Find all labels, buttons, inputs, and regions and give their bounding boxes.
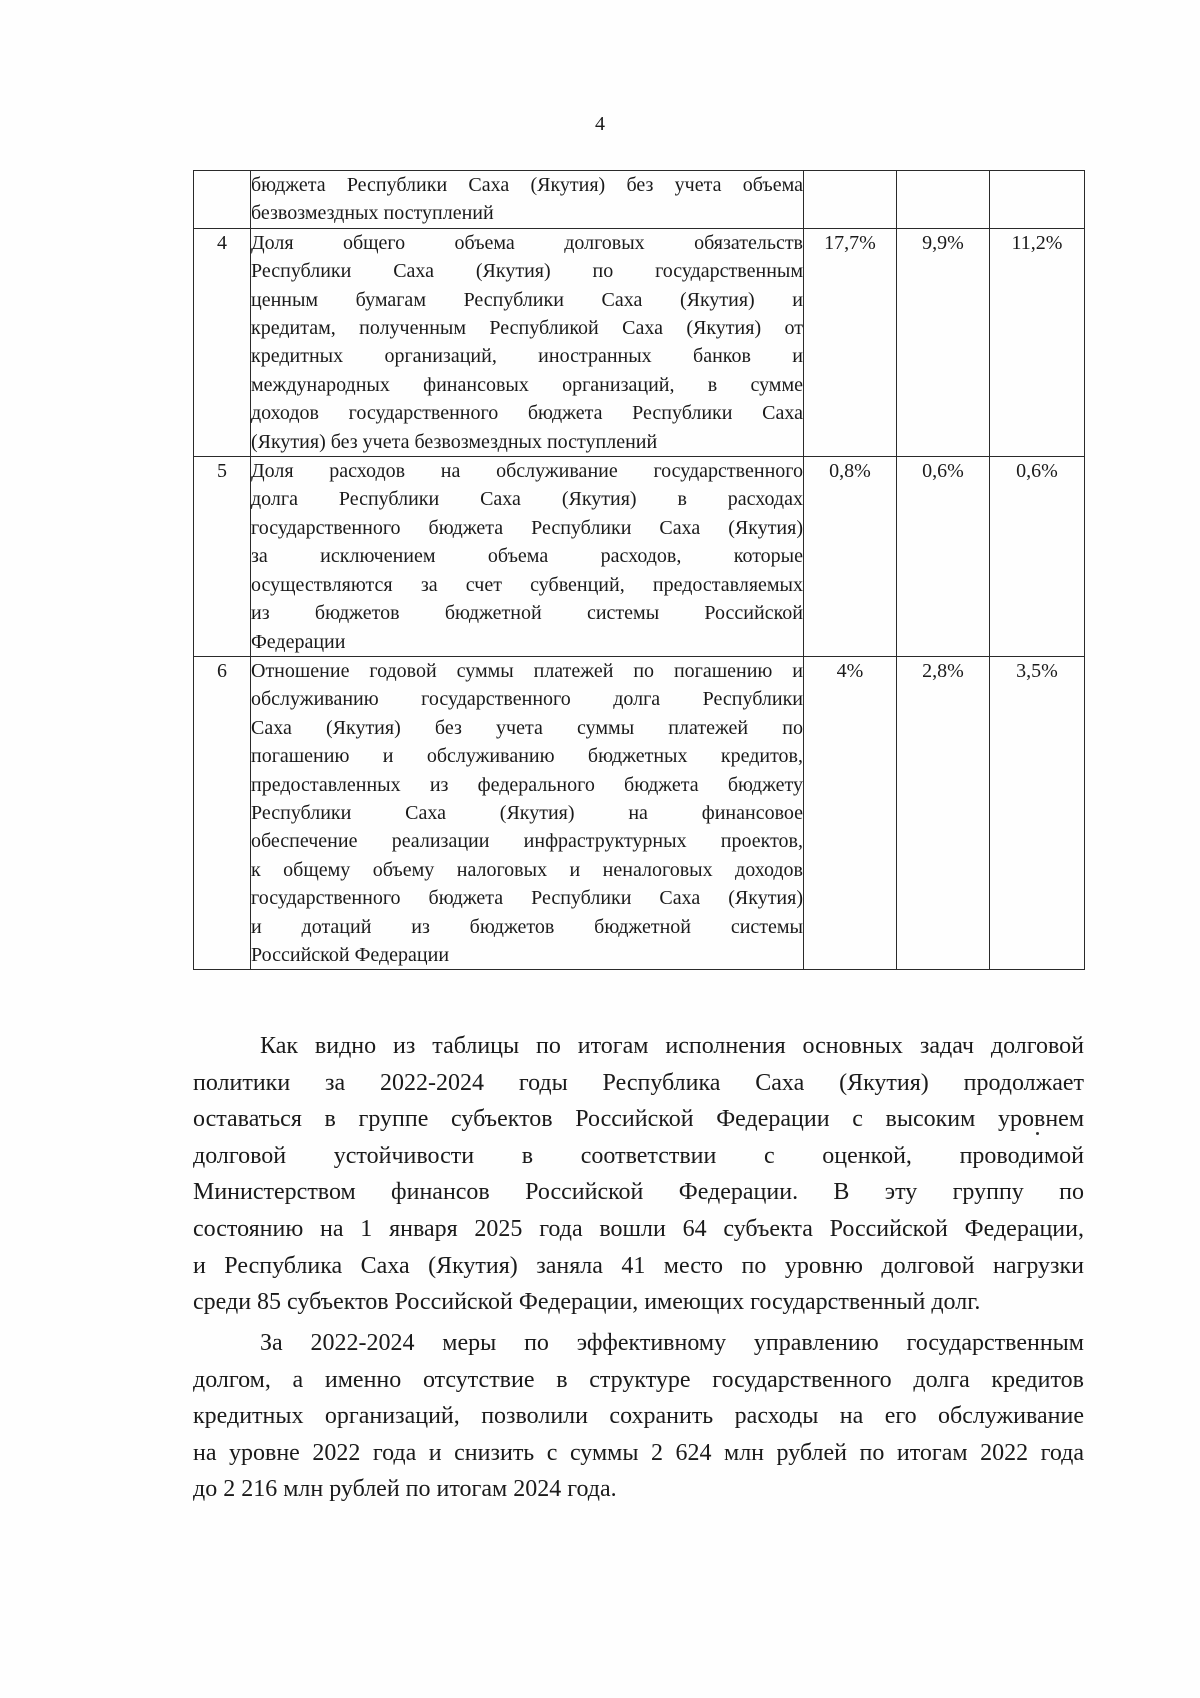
- indicator-name-line: долга Республики Саха (Якутия) в расходах: [251, 488, 803, 511]
- row-number: 5: [194, 457, 251, 657]
- indicator-name-line: международных финансовых организаций, в сумме: [251, 373, 803, 396]
- indicator-name-line: доходов государственного бюджета Республики Саха: [251, 402, 803, 425]
- paragraph-line: кредитных организаций, позволили сохранить расходы на его обслуживание: [193, 1403, 1084, 1430]
- indicator-name-line: Отношение годовой суммы платежей по погашению и: [251, 659, 803, 682]
- indicator-name-line: погашению и обслуживанию бюджетных кредитов,: [251, 745, 803, 768]
- value-year-1: 17,7%: [804, 228, 897, 456]
- indicator-name-line: Республики Саха (Якутия) по государственным: [251, 260, 803, 283]
- paragraph-debt-stability: [193, 1028, 1084, 1321]
- paragraph-line: политики за 2022-2024 годы Республика Саха (Якутия) продолжает: [193, 1069, 1084, 1096]
- indicator-name-line: осуществляются за счет субвенций, предоставляемых: [251, 573, 803, 596]
- indicator-name-line: бюджета Республики Саха (Якутия) без учета объема: [251, 174, 803, 196]
- table-row: [194, 656, 1085, 969]
- indicator-name-line: государственного бюджета Республики Саха (Якутия): [251, 516, 803, 539]
- indicator-name-line: из бюджетов бюджетной системы Российской: [251, 602, 803, 625]
- paragraph-debt-service-costs: [193, 1325, 1084, 1508]
- indicator-name-line: кредитных организаций, иностранных банков и: [251, 345, 803, 368]
- indicator-name-line: государственного бюджета Республики Саха (Якутия): [251, 887, 803, 910]
- paragraph-line: до 2 216 млн рублей по итогам 2024 года.: [193, 1476, 617, 1503]
- paragraph-line: оставаться в группе субъектов Российской Федерации с высоким уровнем: [193, 1106, 1084, 1133]
- paragraph-line: долговой устойчивости в соответствии с оценкой, проводимой: [193, 1142, 1084, 1169]
- paragraph-line: Министерством финансов Российской Федерации. В эту группу по: [193, 1179, 1084, 1206]
- row-number: [194, 171, 251, 229]
- paragraph-line: За 2022-2024 меры по эффективному управлению государственным: [260, 1330, 1084, 1356]
- indicator-name: [251, 228, 804, 456]
- value-year-1: 0,8%: [804, 457, 897, 657]
- value-year-3: 11,2%: [990, 228, 1085, 456]
- indicator-name: [251, 171, 804, 229]
- indicator-name-line: Федерации: [251, 630, 346, 653]
- indicator-name-line: Доля общего объема долговых обязательств: [251, 231, 803, 254]
- indicator-name-line: Доля расходов на обслуживание государственного: [251, 460, 803, 483]
- table-row: [194, 171, 1085, 229]
- indicator-name-line: безвозмездных поступлений: [251, 202, 494, 225]
- indicator-name-line: ценным бумагам Республики Саха (Якутия) и: [251, 288, 803, 311]
- paragraph-line: на уровне 2022 года и снизить с суммы 2 624 млн рублей по итогам 2022 года: [193, 1439, 1084, 1466]
- row-number: 4: [194, 228, 251, 456]
- page-number: 4: [595, 113, 605, 135]
- table-row: [194, 228, 1085, 456]
- indicator-name-line: и дотаций из бюджетов бюджетной системы: [251, 915, 803, 938]
- value-year-2: [897, 171, 990, 229]
- indicator-name-line: кредитам, полученным Республикой Саха (Якутия) от: [251, 317, 803, 340]
- indicator-name-line: Российской Федерации: [251, 943, 450, 966]
- value-year-3: [990, 171, 1085, 229]
- table-row: [194, 457, 1085, 657]
- row-number: 6: [194, 656, 251, 969]
- indicator-name: [251, 656, 804, 969]
- value-year-3: 3,5%: [990, 656, 1085, 969]
- paragraph-line: долгом, а именно отсутствие в структуре государственного долга кредитов: [193, 1366, 1084, 1393]
- indicator-name-line: обслуживанию государственного долга Республики: [251, 688, 803, 711]
- value-year-1: 4%: [804, 656, 897, 969]
- indicators-table: [193, 170, 1085, 970]
- indicator-name: [251, 457, 804, 657]
- value-year-2: 2,8%: [897, 656, 990, 969]
- indicator-name-line: (Якутия) без учета безвозмездных поступлений: [251, 430, 658, 453]
- paragraph-line: состоянию на 1 января 2025 года вошли 64 субъекта Российской Федерации,: [193, 1215, 1084, 1242]
- indicator-name-line: обеспечение реализации инфраструктурных проектов,: [251, 830, 803, 853]
- indicator-name-line: предоставленных из федерального бюджета бюджету: [251, 773, 803, 796]
- paragraph-line: среди 85 субъектов Российской Федерации, имеющих государственный долг.: [193, 1289, 981, 1316]
- indicator-name-line: к общему объему налоговых и неналоговых доходов: [251, 858, 803, 881]
- indicator-name-line: за исключением объема расходов, которые: [251, 545, 803, 568]
- indicator-name-line: Республики Саха (Якутия) на финансовое: [251, 801, 803, 824]
- paragraph-line: и Республика Саха (Якутия) заняла 41 место по уровню долговой нагрузки: [193, 1252, 1084, 1279]
- value-year-3: 0,6%: [990, 457, 1085, 657]
- value-year-2: 9,9%: [897, 228, 990, 456]
- value-year-1: [804, 171, 897, 229]
- indicator-name-line: Саха (Якутия) без учета суммы платежей по: [251, 716, 803, 739]
- scan-speck: [1036, 1132, 1039, 1135]
- paragraph-line: Как видно из таблицы по итогам исполнения основных задач долговой: [260, 1033, 1084, 1059]
- value-year-2: 0,6%: [897, 457, 990, 657]
